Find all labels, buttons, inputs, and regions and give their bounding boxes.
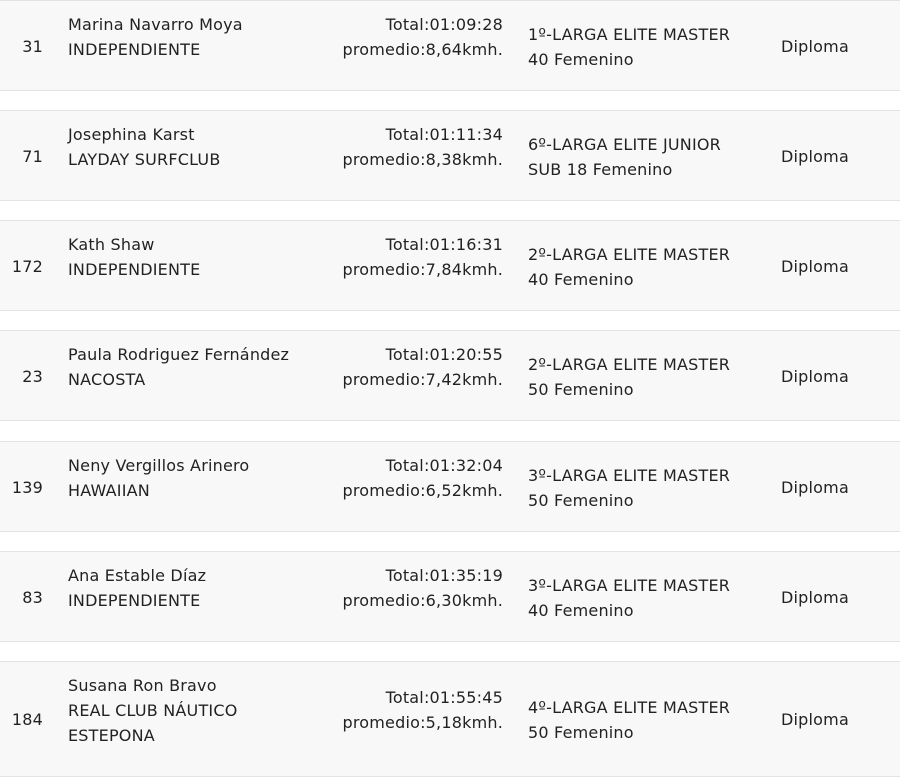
diploma-link[interactable]: Diploma xyxy=(781,257,849,276)
participant-club: LAYDAY SURFCLUB xyxy=(68,150,221,169)
category-line-2: 50 Femenino xyxy=(528,380,634,399)
participant-name: Kath Shaw xyxy=(68,235,155,254)
category-line-2: 40 Femenino xyxy=(528,601,634,620)
average-speed: promedio:8,64kmh. xyxy=(342,40,503,59)
dorsal-number: 23 xyxy=(22,367,43,386)
category-line-2: 40 Femenino xyxy=(528,50,634,69)
category-line-2: 50 Femenino xyxy=(528,491,634,510)
participant-club: REAL CLUB NÁUTICO xyxy=(68,701,238,720)
category-line-2: 50 Femenino xyxy=(528,723,634,742)
category-line-1: 3º-LARGA ELITE MASTER xyxy=(528,466,731,485)
table-row xyxy=(0,330,900,421)
diploma-link[interactable]: Diploma xyxy=(781,367,849,386)
table-row xyxy=(0,0,900,91)
table-row xyxy=(0,110,900,201)
participant-name: Paula Rodriguez Fernández xyxy=(68,345,290,364)
category-line-1: 4º-LARGA ELITE MASTER xyxy=(528,698,731,717)
category-line-2: SUB 18 Femenino xyxy=(528,160,673,179)
participant-name: Marina Navarro Moya xyxy=(68,15,243,34)
average-speed: promedio:5,18kmh. xyxy=(342,713,503,732)
participant-name: Neny Vergillos Arinero xyxy=(68,456,250,475)
average-speed: promedio:7,42kmh. xyxy=(342,370,503,389)
category-line-1: 2º-LARGA ELITE MASTER xyxy=(528,355,731,374)
table-row xyxy=(0,220,900,311)
total-time: Total:01:20:55 xyxy=(385,345,503,364)
total-time: Total:01:09:28 xyxy=(385,15,503,34)
diploma-link[interactable]: Diploma xyxy=(781,37,849,56)
category-line-1: 2º-LARGA ELITE MASTER xyxy=(528,245,731,264)
participant-name: Josephina Karst xyxy=(68,125,195,144)
dorsal-number: 71 xyxy=(22,147,43,166)
average-speed: promedio:8,38kmh. xyxy=(342,150,503,169)
total-time: Total:01:55:45 xyxy=(385,688,503,707)
table-row xyxy=(0,661,900,777)
diploma-link[interactable]: Diploma xyxy=(781,710,849,729)
participant-club: NACOSTA xyxy=(68,370,146,389)
total-time: Total:01:16:31 xyxy=(385,235,503,254)
total-time: Total:01:35:19 xyxy=(385,566,503,585)
participant-club-continued: ESTEPONA xyxy=(68,726,155,745)
dorsal-number: 83 xyxy=(22,588,43,607)
participant-club: HAWAIIAN xyxy=(68,481,150,500)
diploma-link[interactable]: Diploma xyxy=(781,478,849,497)
total-time: Total:01:32:04 xyxy=(385,456,503,475)
dorsal-number: 184 xyxy=(11,710,43,729)
category-line-2: 40 Femenino xyxy=(528,270,634,289)
category-line-1: 3º-LARGA ELITE MASTER xyxy=(528,576,731,595)
participant-name: Susana Ron Bravo xyxy=(68,676,217,695)
average-speed: promedio:7,84kmh. xyxy=(342,260,503,279)
participant-club: INDEPENDIENTE xyxy=(68,40,201,59)
diploma-link[interactable]: Diploma xyxy=(781,147,849,166)
average-speed: promedio:6,52kmh. xyxy=(342,481,503,500)
category-line-1: 6º-LARGA ELITE JUNIOR xyxy=(528,135,722,154)
table-row xyxy=(0,551,900,642)
category-line-1: 1º-LARGA ELITE MASTER xyxy=(528,25,731,44)
total-time: Total:01:11:34 xyxy=(385,125,503,144)
dorsal-number: 139 xyxy=(11,478,43,497)
average-speed: promedio:6,30kmh. xyxy=(342,591,503,610)
dorsal-number: 172 xyxy=(11,257,43,276)
participant-club: INDEPENDIENTE xyxy=(68,260,201,279)
dorsal-number: 31 xyxy=(22,37,43,56)
diploma-link[interactable]: Diploma xyxy=(781,588,849,607)
table-row xyxy=(0,441,900,532)
participant-club: INDEPENDIENTE xyxy=(68,591,201,610)
participant-name: Ana Estable Díaz xyxy=(68,566,207,585)
